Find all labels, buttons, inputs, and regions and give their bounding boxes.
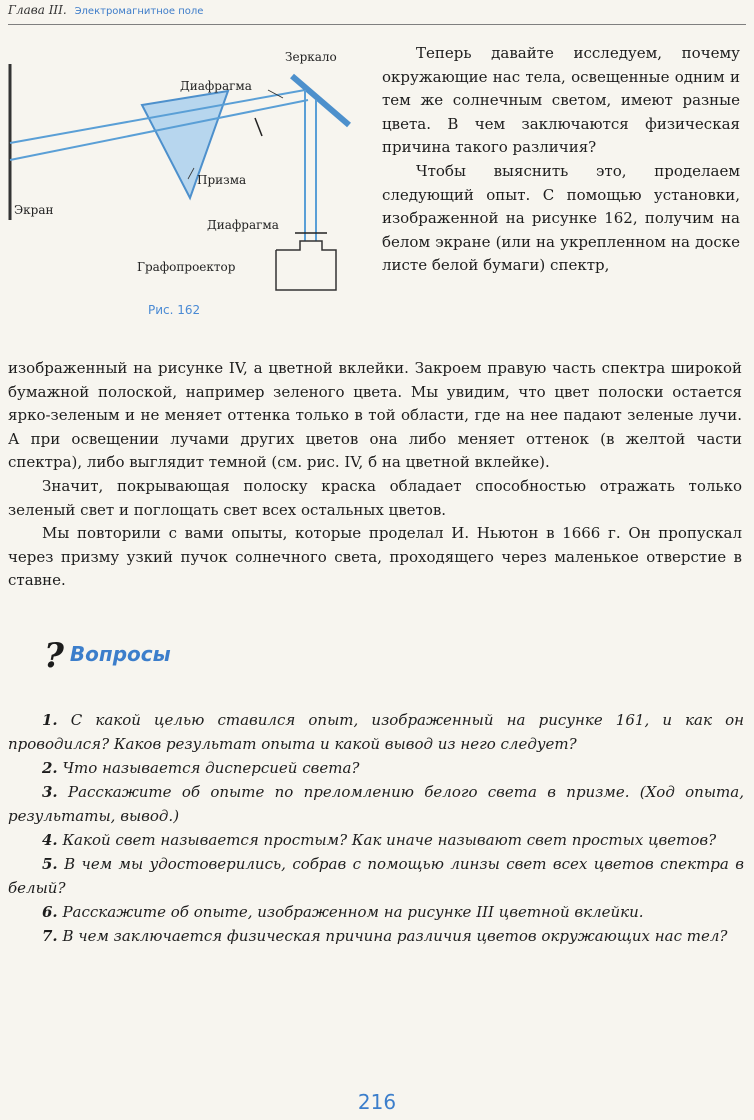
label-projector: Графопроектор [137, 260, 236, 274]
body-paragraph-1: изображенный на рисунке IV, а цветной вклейки. Закроем правую часть спектра широкой бумажной полоской, например зеленого цвета. Мы увидим, что цвет полоски остается ярко-зеленым и не меняет оттенка только в той области, где на нее падают зеленые лучи. А при освещении лучами других цветов она либо меняет оттенок (в желтой части спектра), либо выглядит темной (см. рис. IV, б на цветной вклейке). [8, 359, 742, 472]
question-item: 2. Что называется дисперсией света? [42, 759, 360, 777]
question-item: 5. В чем мы удостоверились, собрав с помощью линзы свет всех цветов спектра в белый? [8, 855, 744, 897]
questions-title: Вопросы [69, 642, 171, 666]
label-diaphragm-top: Диафрагма [180, 79, 252, 93]
figure-162 [0, 28, 380, 358]
body-paragraph-2: Значит, покрывающая полоску краска обладает способностью отражать только зеленый свет и поглощать свет всех остальных цветов. [8, 476, 742, 519]
chapter-label: Глава III. [8, 3, 67, 17]
question-item: 7. В чем заключается физическая причина различия цветов окружающих нас тел? [42, 927, 728, 945]
question-item: 1. С какой целью ставился опыт, изображенный на рисунке 161, и как он проводился? Каков результат опыта и какой вывод из него следует? [8, 711, 744, 753]
label-screen: Экран [14, 203, 54, 217]
intro-paragraph-2: Чтобы выяснить это, проделаем следующий опыт. С помощью установки, изображенной на рисунке 162, получим на белом экране (или на укрепленном на доске листе белой бумаги) спектр, [382, 161, 740, 275]
page-number: 216 [357, 1090, 397, 1114]
label-prism: Призма [197, 173, 247, 187]
figure-caption: Рис. 162 [148, 303, 201, 317]
projector-shape [276, 241, 336, 290]
intro-column [382, 42, 740, 278]
page-header [8, 0, 746, 25]
label-diaphragm-bottom: Диафрагма [207, 218, 279, 232]
question-item: 6. Расскажите об опыте, изображенном на рисунке III цветной вклейки. [42, 903, 644, 921]
body-paragraph-3: Мы повторили с вами опыты, которые проделал И. Ньютон в 1666 г. Он пропускал через призму узкий пучок солнечного света, проходящего через маленькое отверстие в ставне. [8, 524, 742, 590]
questions-list [8, 708, 744, 948]
label-mirror: Зеркало [285, 50, 337, 64]
questions-heading [44, 636, 171, 676]
question-item: 4. Какой свет называется простым? Как иначе называют свет простых цветов? [42, 831, 717, 849]
question-mark-icon: ? [44, 636, 64, 676]
body-text [8, 357, 742, 593]
question-item: 3. Расскажите об опыте по преломлению белого света в призме. (Ход опыта, результаты, вывод.) [8, 783, 744, 825]
intro-paragraph-1: Теперь давайте исследуем, почему окружающие нас тела, освещенные одним и тем же солнечным светом, имеют разные цвета. В чем заключаются физическая причина такого различия? [382, 44, 740, 157]
section-title: Электромагнитное поле [74, 6, 204, 17]
experiment-diagram [0, 28, 380, 328]
diaphragm-top-mark [255, 118, 262, 136]
